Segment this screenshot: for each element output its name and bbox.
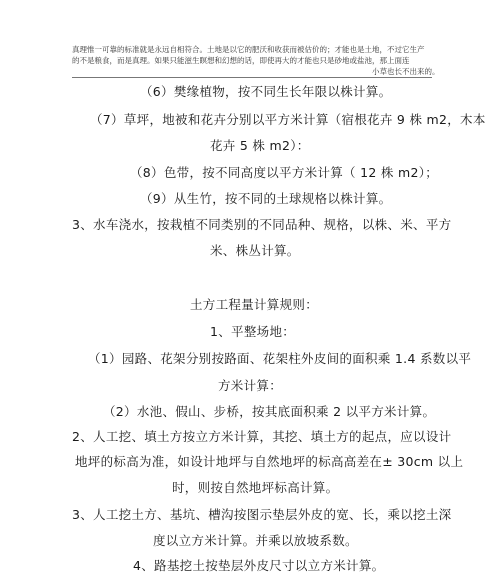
header-quote-line-1: 真理惟一可靠的标准就是永远自相符合。土地是以它的肥沃和收获而被估价的；才能也是土地，不过它生产: [72, 45, 425, 54]
body-line: 花卉 5 株 m2）：: [210, 138, 310, 153]
section-title: 土方工程量计算规则：: [190, 297, 319, 312]
header-quote-line-3: 小草也长不出来的。: [372, 67, 440, 76]
body-line: 3、水车浇水，按栽植不同类别的不同品种、规格，以株、米、平方: [72, 217, 452, 232]
page-header: [72, 44, 440, 76]
body-line: 2、人工挖、填土方按立方米计算，其挖、填土方的起点，应以设计: [72, 429, 452, 444]
body-line: 地坪的标高为准，如设计地坪与自然地坪的标高高差在± 30cm 以上: [75, 454, 464, 469]
body-line: 时，则按自然地坪标高计算。: [172, 480, 339, 495]
header-divider: [72, 77, 432, 78]
body-line: 3、人工挖土方、基坑、槽沟按图示垫层外皮的宽、长，乘以挖土深: [72, 507, 452, 522]
header-quote-line-2: 的不是粮食，而是真理。如果只能滋生瞑想和幻想的话，即使再大的才能也只是砂地或盐池，那上面连: [72, 56, 410, 65]
body-line: （1）园路、花架分别按路面、花架柱外皮间的面积乘 1.4 系数以平: [88, 351, 472, 366]
body-line: （9）从生竹，按不同的土球规格以株计算。: [140, 191, 392, 206]
body-line: 4、路基挖土按垫层外皮尺寸以立方米计算。: [133, 558, 385, 573]
body-line: 度以立方米计算。并乘以放坡系数。: [153, 533, 358, 548]
body-line: 米、株丛计算。: [210, 243, 300, 258]
body-line: （2）水池、假山、步桥，按其底面积乘 2 以平方米计算。: [103, 404, 436, 419]
body-line: 1、平整场地：: [210, 324, 296, 339]
body-line: 方米计算：: [218, 378, 283, 393]
body-line: （7）草坪，地被和花卉分别以平方米计算（宿根花卉 9 株 m2，木本: [90, 112, 486, 127]
body-line: （8）色带，按不同高度以平方米计算（ 12 株 m2）；: [130, 165, 439, 180]
body-line: （6）樊缘植物，按不同生长年限以株计算。: [140, 84, 392, 99]
